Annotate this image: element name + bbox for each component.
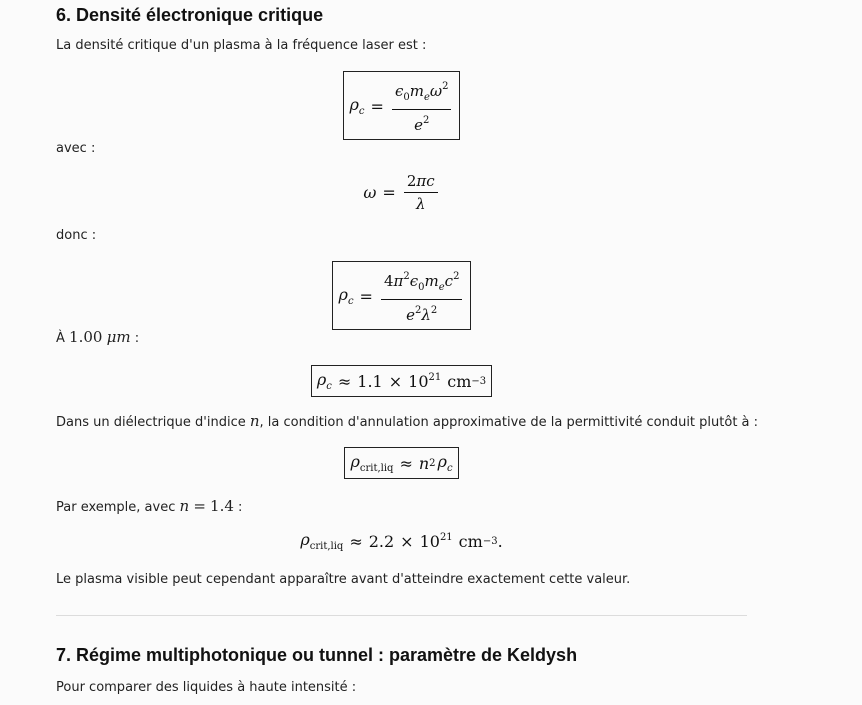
equation-liquid-value: $\rho_{crit,liq}$ ≈ 2.2 × $10^{21}$ cm −3 . (300, 530, 503, 552)
boxed-equation: $\rho_c$ = $\frac{4\pi^2\epsilon_0m_ec^2}{e^2\lambda^2}$ (332, 261, 472, 330)
section-divider (56, 615, 747, 616)
equation-liquid-critical-density (56, 447, 747, 479)
boxed-equation: $\rho_c$ = $\frac{\epsilon_0m_e\omega^2}{e^2}$ (343, 71, 461, 140)
section-6-heading: 6. Densité électronique critique (56, 5, 324, 25)
section-6-intro: La densité critique d'un plasma à la fréquence laser est : (56, 38, 427, 53)
avec-label: avec : (56, 141, 96, 156)
donc-label: donc : (56, 228, 97, 243)
section-7-intro: Pour comparer des liquides à haute intensité : (56, 680, 357, 695)
equation-critical-density (56, 71, 747, 140)
equation-critical-density-value (56, 365, 747, 397)
boxed-equation: $\rho_{crit,liq}$ ≈ n 2 $\rho_c$ (344, 447, 458, 479)
equation-critical-density-lambda (56, 261, 747, 330)
note-text: Le plasma visible peut cependant apparaître avant d'atteindre exactement cette valeur. (56, 572, 631, 587)
boxed-equation: $\rho_c$ ≈ 1.1 × $10^{21}$ cm −3 (311, 365, 492, 397)
section-7-heading: 7. Régime multiphotonique ou tunnel : paramètre de Keldysh (56, 645, 578, 665)
wavelength-line: À 1.00 μm : (56, 328, 140, 346)
dielectric-line: Dans un diélectrique d'indice n, la condition d'annulation approximative de la permittivité conduit plutôt à : (56, 412, 759, 430)
example-line: Par exemple, avec n = 1.4 : (56, 497, 243, 515)
equation-omega: ω = $\frac{2\pi c}{\lambda}$ (56, 172, 747, 213)
